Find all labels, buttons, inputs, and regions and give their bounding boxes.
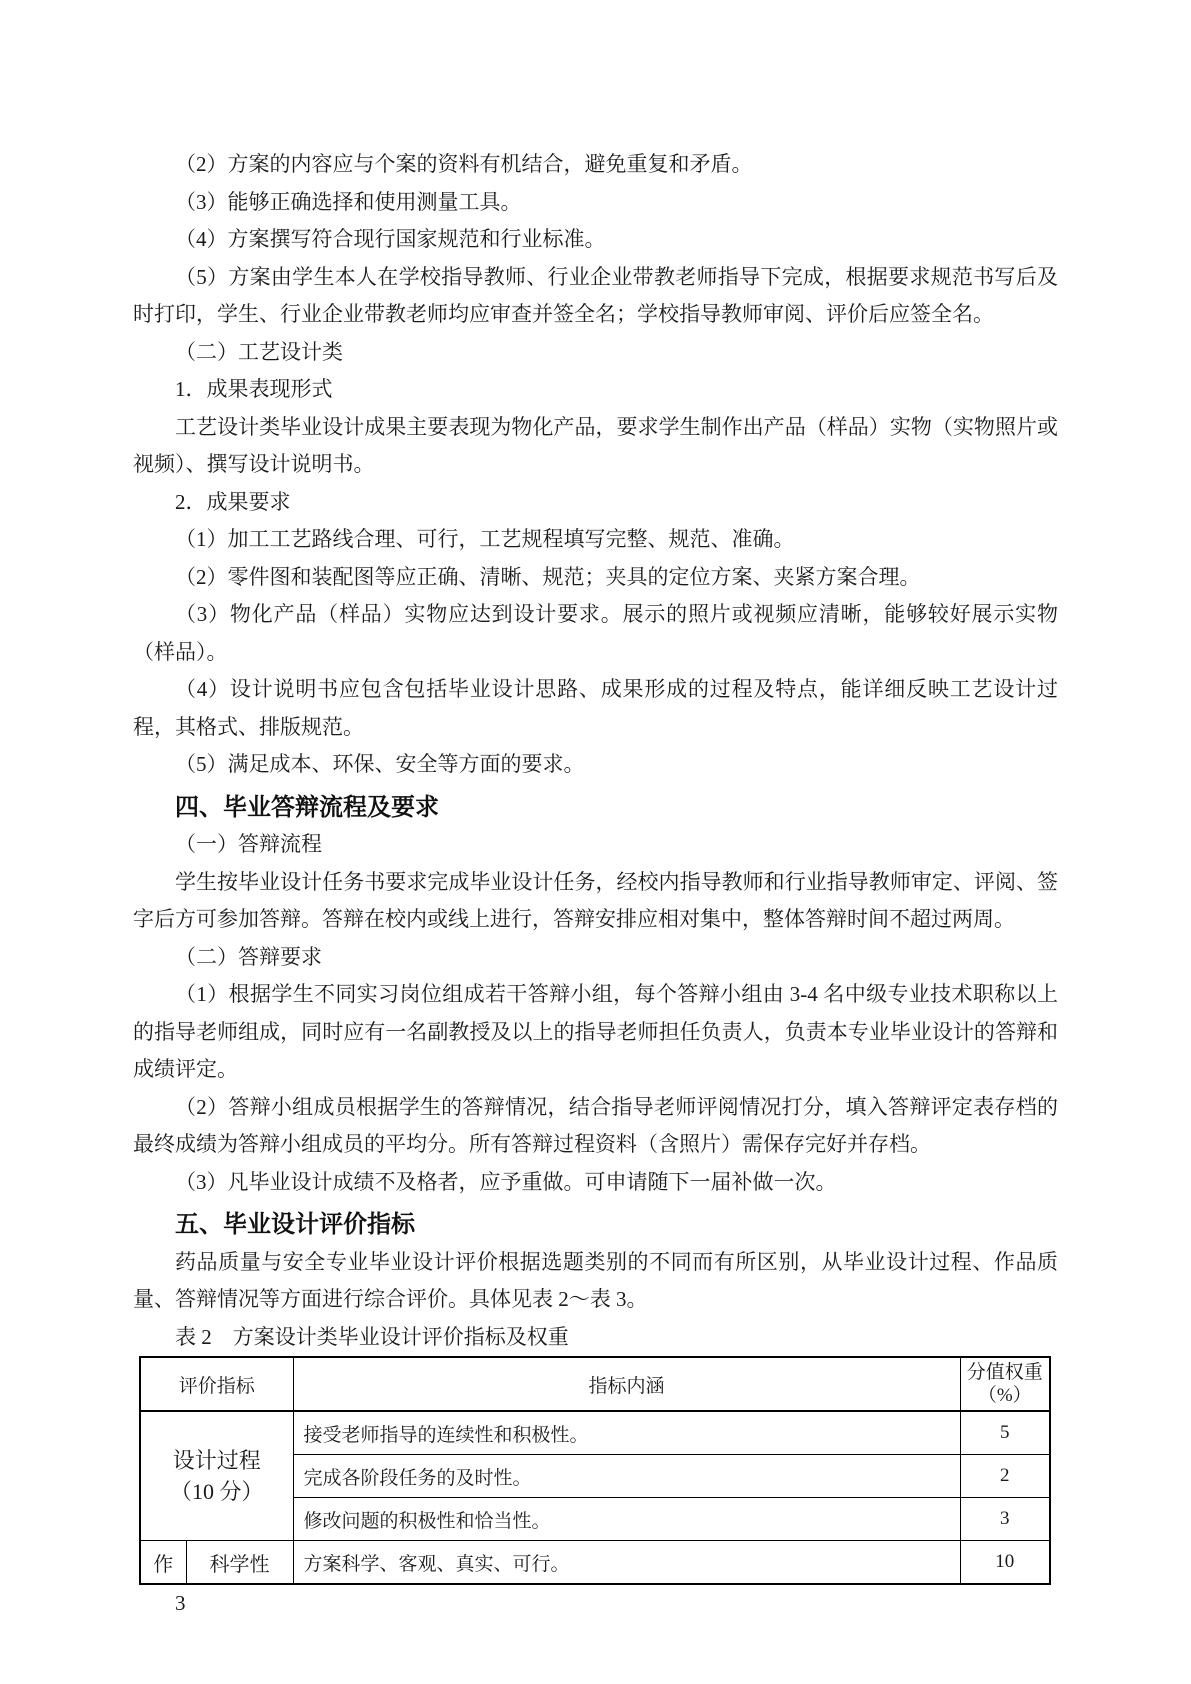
body-paragraph: （4）设计说明书应包含包括毕业设计思路、成果形成的过程及特点，能详细反映工艺设计过程，其格式、排版规范。: [133, 677, 1058, 739]
body-paragraph: 工艺设计类毕业设计成果主要表现为物化产品，要求学生制作出产品（样品）实物（实物照片或视频）、撰写设计说明书。: [133, 414, 1058, 476]
table-header-row: [140, 1357, 1050, 1411]
weight-value-cell: 2: [960, 1455, 1050, 1498]
th-indicator: 评价指标: [140, 1357, 293, 1411]
subsection-heading: （一）答辩流程: [175, 832, 322, 856]
indicator-content-cell: 接受老师指导的连续性和积极性。: [293, 1411, 960, 1455]
page-number: 3: [175, 1591, 186, 1615]
body-paragraph: （5）满足成本、环保、安全等方面的要求。: [175, 752, 585, 776]
body-paragraph: （5）方案由学生本人在学校指导教师、行业企业带教老师指导下完成，根据要求规范书写后及时打印，学生、行业企业带教老师均应审查并签全名；学校指导教师审阅、评价后应签全名。: [133, 264, 1058, 326]
body-paragraph: （3）物化产品（样品）实物应达到设计要求。展示的照片或视频应清晰，能够较好展示实物（样品）。: [133, 602, 1058, 664]
page-content: [133, 146, 1058, 1623]
table-row: [140, 1541, 1050, 1585]
body-paragraph: （3）凡毕业设计成绩不及格者，应予重做。可申请随下一届补做一次。: [175, 1169, 837, 1194]
body-paragraph: （2）方案的内容应与个案的资料有机结合，避免重复和矛盾。: [175, 152, 753, 176]
th-weight-line1: 分值权重: [966, 1362, 1043, 1383]
body-paragraph: （1）根据学生不同实习岗位组成若干答辩小组，每个答辩小组由 3-4 名中级专业技术职称以上的指导老师组成，同时应有一名副教授及以上的指导老师担任负责人，负责本专业毕业设计的答辩和成绩评定。: [133, 982, 1058, 1081]
table-caption: 表 2 方案设计类毕业设计评价指标及权重: [175, 1324, 569, 1349]
design-process-score: （10 分）: [170, 1479, 264, 1504]
design-process-label: 设计过程: [172, 1448, 261, 1473]
list-heading: 1．成果表现形式: [175, 377, 333, 401]
evaluation-table: [139, 1356, 1051, 1585]
subsection-heading: （二）答辩要求: [175, 944, 322, 969]
scientific-sub-indicator-cell: 科学性: [186, 1541, 293, 1585]
section-heading-4: 四、毕业答辩流程及要求: [175, 793, 439, 821]
list-heading: 2．成果要求: [175, 489, 291, 514]
th-weight-line2: （%）: [977, 1385, 1032, 1406]
work-quality-group-partial-cell: 作: [140, 1541, 186, 1585]
indicator-content-cell: 方案科学、客观、真实、可行。: [293, 1541, 960, 1585]
body-paragraph: 学生按毕业设计任务书要求完成毕业设计任务，经校内指导教师和行业指导教师审定、评阅、签字后方可参加答辩。答辩在校内或线上进行，答辩安排应相对集中，整体答辩时间不超过两周。: [133, 869, 1058, 931]
weight-value-cell: 10: [960, 1541, 1050, 1585]
body-paragraph: （2）零件图和装配图等应正确、清晰、规范；夹具的定位方案、夹紧方案合理。: [175, 564, 921, 589]
body-paragraph: （4）方案撰写符合现行国家规范和行业标准。: [175, 227, 606, 251]
body-paragraph: 药品质量与安全专业毕业设计评价根据选题类别的不同而有所区别，从毕业设计过程、作品质量、答辩情况等方面进行综合评价。具体见表 2～表 3。: [133, 1249, 1058, 1311]
body-paragraph: （1）加工工艺路线合理、可行，工艺规程填写完整、规范、准确。: [175, 527, 795, 551]
table-row: [140, 1411, 1050, 1455]
th-content: 指标内涵: [293, 1357, 960, 1411]
subsection-heading: （二）工艺设计类: [175, 339, 343, 364]
body-paragraph: （3）能够正确选择和使用测量工具。: [175, 189, 522, 214]
weight-value-cell: 5: [960, 1411, 1050, 1455]
th-weight: [960, 1357, 1050, 1411]
body-paragraph: （2）答辩小组成员根据学生的答辩情况，结合指导老师评阅情况打分，填入答辩评定表存档的最终成绩为答辩小组成员的平均分。所有答辩过程资料（含照片）需保存完好并存档。: [133, 1094, 1058, 1156]
section-heading-5: 五、毕业设计评价指标: [175, 1211, 415, 1238]
design-process-group-cell: [140, 1411, 293, 1541]
weight-value-cell: 3: [960, 1498, 1050, 1541]
indicator-content-cell: 完成各阶段任务的及时性。: [293, 1455, 960, 1498]
indicator-content-cell: 修改问题的积极性和恰当性。: [293, 1498, 960, 1541]
